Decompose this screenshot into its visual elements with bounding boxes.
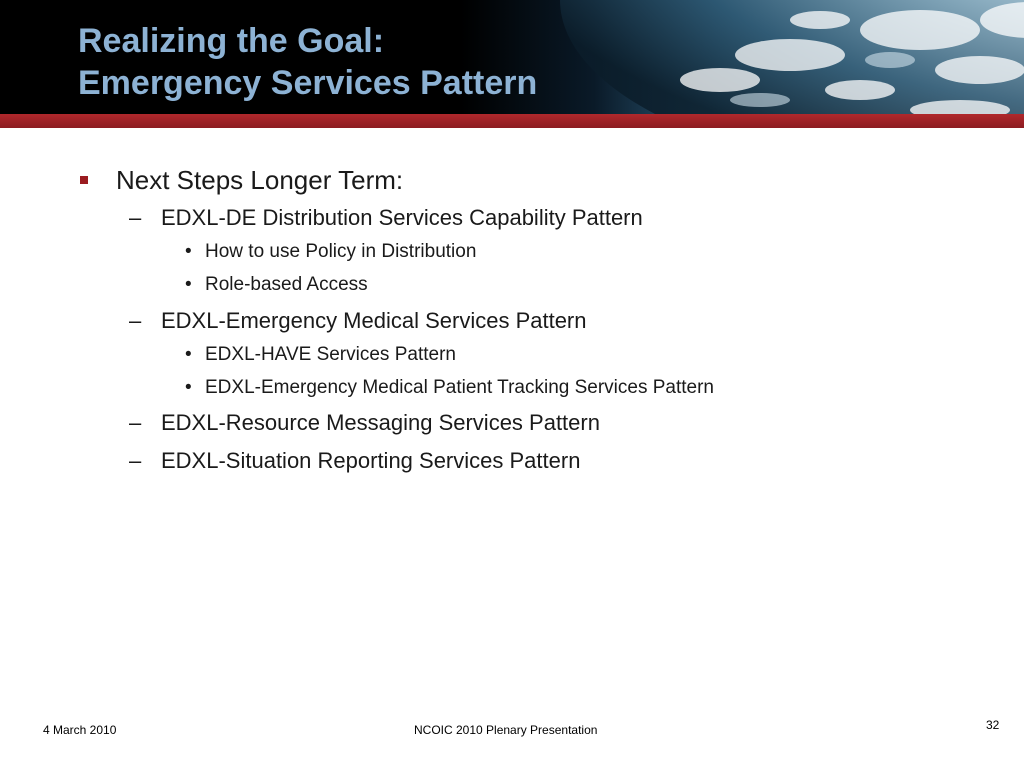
- dot-bullet-icon: •: [185, 344, 192, 365]
- dot-bullet-icon: •: [185, 241, 192, 262]
- list-item: EDXL-HAVE Services Pattern: [205, 344, 456, 365]
- title-line-1: Realizing the Goal:: [78, 22, 385, 60]
- square-bullet-icon: [80, 176, 88, 184]
- list-item: Role-based Access: [205, 274, 368, 295]
- title-line-2: Emergency Services Pattern: [78, 64, 538, 102]
- dash-icon: –: [129, 308, 142, 333]
- dot-bullet-icon: •: [185, 377, 192, 398]
- header-banner: [0, 0, 1024, 114]
- slide-title: [78, 20, 537, 104]
- list-item: How to use Policy in Distribution: [205, 241, 477, 262]
- footer-date: 4 March 2010: [43, 723, 117, 737]
- footer-title: NCOIC 2010 Plenary Presentation: [414, 723, 598, 737]
- earth-clouds-image: [560, 0, 1024, 114]
- list-item: EDXL-DE Distribution Services Capability Pattern: [161, 205, 643, 230]
- page-number: 32: [986, 718, 1000, 732]
- dash-icon: –: [129, 448, 142, 473]
- dash-icon: –: [129, 205, 142, 230]
- list-item: EDXL-Emergency Medical Patient Tracking Services Pattern: [205, 377, 714, 398]
- dot-bullet-icon: •: [185, 274, 192, 295]
- list-item: EDXL-Emergency Medical Services Pattern: [161, 308, 587, 333]
- dash-icon: –: [129, 410, 142, 435]
- list-item: EDXL-Situation Reporting Services Pattern: [161, 448, 581, 473]
- list-item: EDXL-Resource Messaging Services Pattern: [161, 410, 600, 435]
- red-divider-band: [0, 114, 1024, 128]
- main-bullet-text: Next Steps Longer Term:: [116, 165, 404, 195]
